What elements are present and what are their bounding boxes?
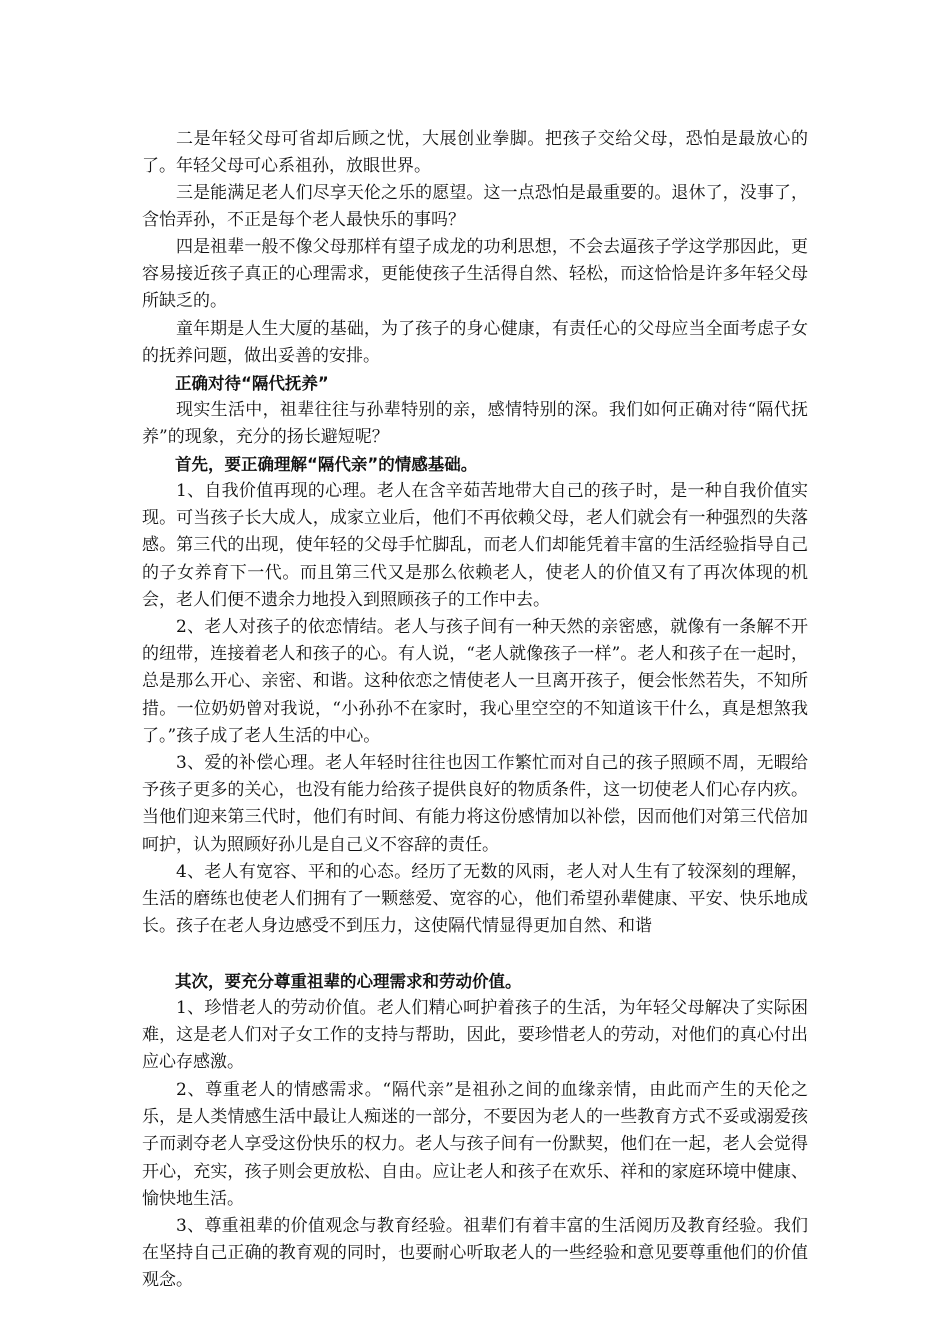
paragraph-young-parents: 二是年轻父母可省却后顾之忧，大展创业拳脚。把孩子交给父母，恐怕是最放心的了。年轻父母可心系祖孙，放眼世界。	[142, 129, 808, 177]
paragraph-childhood-foundation: 童年期是人生大厦的基础，为了孩子的身心健康，有责任心的父母应当全面考虑子女的抚养问题，做出妥善的安排。	[142, 319, 808, 367]
paragraph-compensation: 3、爱的补偿心理。老人年轻时往往也因工作繁忙而对自己的孩子照顾不周，无暇给予孩子更多的关心，也没有能力给孩子提供良好的物质条件，这一切使老人们心存内疚。当他们迎来第三代时，他们有时间、有能力将这份感情加以补偿，因而他们对第三代倍加呵护，认为照顾好孙儿是自己义不容辞的责任。	[142, 753, 808, 855]
paragraph-natural-upbringing: 四是祖辈一般不像父母那样有望子成龙的功利思想，不会去逼孩子学这学那因此，更容易接近孩子真正的心理需求，更能使孩子生活得自然、轻松，而这恰恰是许多年轻父母所缺乏的。	[142, 237, 808, 312]
paragraph-reality: 现实生活中，祖辈往往与孙辈特别的亲，感情特别的深。我们如何正确对待“隔代抚养”的现象，充分的扬长避短呢？	[142, 400, 808, 448]
paragraph-emotional-needs: 2、尊重老人的情感需求。“隔代亲”是祖孙之间的血缘亲情，由此而产生的天伦之乐，是人类情感生活中最让人痴迷的一部分，不要因为老人的一些教育方式不妥或溺爱孩子而剥夺老人享受这份快乐的权力。老人与孩子间有一份默契，他们在一起，老人会觉得开心，充实，孩子则会更放松、自由。应让老人和孩子在欢乐、祥和的家庭环境中健康、愉快地生活。	[142, 1080, 808, 1209]
paragraph-values-experience: 3、尊重祖辈的价值观念与教育经验。祖辈们有着丰富的生活阅历及教育经验。我们在坚持自己正确的教育观的同时，也要耐心听取老人的一些经验和意见要尊重他们的价值观念。	[142, 1216, 808, 1291]
paragraph-family-joy: 三是能满足老人们尽享天伦之乐的愿望。这一点恐怕是最重要的。退休了，没事了，含怡弄孙，不正是每个老人最快乐的事吗？	[142, 183, 808, 231]
subheading-respect-grandparents: 其次，要充分尊重祖辈的心理需求和劳动价值。	[175, 972, 522, 991]
paragraph-self-worth: 1、自我价值再现的心理。老人在含辛茹苦地带大自己的孩子时，是一种自我价值实现。可当孩子长大成人，成家立业后，他们不再依赖父母，老人们就会有一种强烈的失落感。第三代的出现，使年轻的父母手忙脚乱，而老人们却能凭着丰富的生活经验指导自己的子女养育下一代。而且第三代又是那么依赖老人，使老人的价值又有了再次体现的机会，老人们便不遗余力地投入到照顾孩子的工作中去。	[142, 481, 808, 610]
subheading-emotional-basis: 首先，要正确理解“隔代亲”的情感基础。	[175, 455, 478, 474]
paragraph-attachment: 2、老人对孩子的依恋情结。老人与孩子间有一种天然的亲密感，就像有一条解不开的纽带，连接着老人和孩子的心。有人说，“老人就像孩子一样”。老人和孩子在一起时，总是那么开心、亲密、和谐。这种依恋之情使老人一旦离开孩子，便会怅然若失，不知所措。一位奶奶曾对我说，“小孙孙不在家时，我心里空空的不知道该干什么，真是想煞我了。”孩子成了老人生活的中心。	[142, 617, 808, 746]
paragraph-tolerance: 4、老人有宽容、平和的心态。经历了无数的风雨，老人对人生有了较深刻的理解，生活的磨练也使老人们拥有了一颗慈爱、宽容的心，他们希望孙辈健康、平安、快乐地成长。孩子在老人身边感受不到压力，这使隔代情显得更加自然、和谐	[142, 862, 808, 937]
paragraph-labor-value: 1、珍惜老人的劳动价值。老人们精心呵护着孩子的生活，为年轻父母解决了实际困难，这是老人们对子女工作的支持与帮助，因此，要珍惜老人的劳动，对他们的真心付出应心存感激。	[142, 998, 808, 1073]
section-heading-grandparent-care: 正确对待“隔代抚养”	[175, 374, 329, 393]
